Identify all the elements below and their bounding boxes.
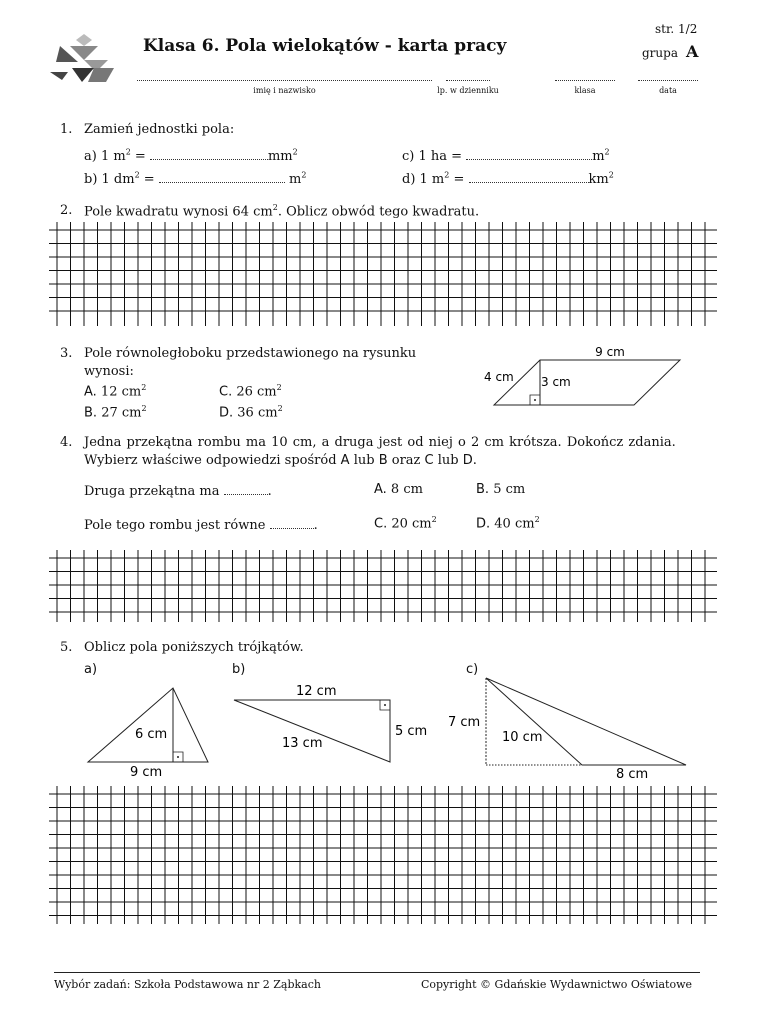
q1-text: Zamień jednostki pola:: [84, 122, 235, 137]
q1-b-unit: m: [288, 172, 302, 187]
q2-text-b: . Oblicz obwód tego kwadratu.: [277, 204, 480, 220]
q4-t2d: lub: [433, 453, 463, 468]
footer-left: Wybór zadań: Szkoła Podstawowa nr 2 Ząbkach: [54, 978, 321, 991]
q4-t2C: C: [424, 453, 434, 468]
exp: 2: [444, 170, 450, 180]
name-field-label: imię i nazwisko: [253, 86, 316, 95]
number-field-line[interactable]: [446, 80, 490, 81]
opt-value: 12 cm: [96, 384, 142, 400]
q5-label-a: a): [84, 662, 98, 677]
date-field-line[interactable]: [638, 80, 698, 81]
opt-value: 40 cm: [490, 516, 535, 532]
parallelogram-figure: [478, 340, 698, 420]
footer-right: Copyright © Gdańskie Wydawnictwo Oświatowe: [420, 978, 692, 991]
group-value: A: [685, 42, 699, 61]
triangle-a-figure: [80, 680, 220, 780]
answer-grid-q5[interactable]: [46, 784, 722, 928]
opt-value: 5 cm: [489, 482, 526, 497]
q1-d: [402, 170, 614, 187]
opt-value: 26 cm: [232, 384, 277, 400]
opt-letter: C.: [219, 384, 233, 400]
q4-option-a[interactable]: [374, 482, 423, 497]
q4-t2c: oraz: [387, 453, 425, 468]
q2-text: Pole kwadratu wynosi 64 $cm^2$. Oblicz obwód tego kwadratu.: [84, 203, 480, 220]
class-field-line[interactable]: [555, 80, 615, 81]
q4-option-b[interactable]: [476, 482, 525, 497]
q4-s1-text: Druga przekątna ma: [84, 484, 220, 499]
q5-text: Oblicz pola poniższych trójkątów.: [84, 640, 304, 655]
exp: 2: [301, 170, 307, 180]
exp: 2: [125, 147, 131, 157]
q2-text-a: Pole kwadratu wynosi 64 cm: [84, 204, 273, 220]
opt-letter: B.: [84, 405, 98, 421]
q3-text-line2: wynosi:: [84, 364, 134, 379]
q3-option-c[interactable]: C. 26 $cm^2$: [219, 383, 282, 400]
group: [642, 42, 698, 61]
q4-sentence-1: [84, 482, 272, 499]
q5-label-c: c): [466, 662, 479, 677]
q4-t2B: B: [378, 453, 388, 468]
answer-grid-q2[interactable]: [46, 220, 722, 332]
q1-c-answer[interactable]: [466, 147, 592, 160]
fig-top-label: 9 cm: [595, 345, 625, 359]
tri-a-base: 9 cm: [130, 765, 163, 780]
q1-a-eq: =: [130, 149, 146, 164]
q1-a-answer[interactable]: [150, 147, 268, 160]
q2-number: 2.: [60, 203, 73, 218]
q4-option-c[interactable]: C. 20 $cm^2$: [374, 515, 437, 532]
q4-t2A: A: [340, 453, 350, 468]
q4-s1-answer[interactable]: [224, 482, 268, 495]
group-label: grupa: [642, 46, 678, 60]
exp: 2: [134, 170, 140, 180]
exp: 2: [292, 147, 298, 157]
exp: 2: [608, 170, 614, 180]
q1-b-pre: b) 1 dm: [84, 172, 135, 187]
q3-option-b[interactable]: B. 27 $cm^2$: [84, 404, 147, 421]
footer-rule: [54, 972, 700, 973]
fig-height-label: 3 cm: [541, 375, 571, 389]
q1-d-unit: km: [588, 172, 609, 187]
q3-option-a[interactable]: A. 12 $cm^2$: [84, 383, 147, 400]
q3-option-d[interactable]: D. 36 $cm^2$: [219, 404, 283, 421]
exp: 2: [604, 147, 610, 157]
page-number: str. 1/2: [655, 22, 698, 36]
q1-c-unit: m: [592, 149, 605, 164]
opt-value: 20 cm: [387, 516, 432, 532]
date-field-label: data: [659, 86, 677, 95]
q1-b-eq: =: [139, 172, 155, 187]
q1-d-answer[interactable]: [469, 170, 589, 183]
opt-letter: A.: [84, 384, 97, 400]
q4-t2a: Wybierz właściwe odpowiedzi spośród: [84, 453, 341, 468]
q1-a: [84, 147, 298, 164]
q4-text-line2: [84, 453, 477, 468]
answer-grid-q4[interactable]: [46, 548, 722, 626]
page-title: Klasa 6. Pola wielokątów - karta pracy: [143, 36, 507, 56]
opt-value: 27 cm: [97, 405, 142, 421]
q3-number: 3.: [60, 346, 73, 361]
q3-text-line1: Pole równoległoboku przedstawionego na rysunku: [84, 346, 417, 361]
q4-option-d[interactable]: D. 40 $cm^2$: [476, 515, 540, 532]
q4-t2e: .: [472, 453, 477, 468]
q1-c-pre: c) 1 ha =: [402, 149, 463, 164]
tri-c-base: 8 cm: [616, 767, 649, 782]
q1-d-pre: d) 1 m: [402, 172, 445, 187]
fig-side-label: 4 cm: [484, 370, 514, 384]
tri-a-height: 6 cm: [135, 727, 168, 742]
opt-letter: D.: [219, 405, 234, 421]
opt-letter: A.: [374, 482, 387, 497]
opt-letter: C.: [374, 516, 388, 532]
q1-number: 1.: [60, 122, 73, 137]
q4-s2-answer[interactable]: [270, 516, 314, 529]
triangle-b-figure: [228, 680, 438, 780]
opt-letter: B.: [476, 482, 490, 497]
q4-t2D: D: [462, 453, 473, 468]
period: .: [267, 484, 272, 499]
q5-label-b: b): [232, 662, 246, 677]
q1-a-unit: mm: [267, 149, 293, 164]
tri-c-height: 7 cm: [448, 715, 481, 730]
q5-number: 5.: [60, 640, 73, 655]
triangle-c-figure: [444, 670, 694, 785]
logo: [48, 32, 116, 88]
tri-b-side: 5 cm: [395, 724, 428, 739]
q1-a-pre: a) 1 m: [84, 149, 126, 164]
q4-text-line1: Jedna przekątna rombu ma 10 cm, a druga jest od niej o 2 cm krótsza. Dokończ zdania.: [84, 435, 676, 450]
number-field-label: lp. w dzienniku: [437, 86, 499, 95]
name-field-line[interactable]: [137, 80, 432, 81]
tri-c-side: 10 cm: [502, 730, 543, 745]
opt-letter: D.: [476, 516, 491, 532]
q4-number: 4.: [60, 435, 73, 450]
q4-t2b: lub: [349, 453, 379, 468]
tri-b-hyp: 13 cm: [282, 736, 323, 751]
q4-sentence-2: [84, 516, 318, 533]
q1-b: [84, 170, 306, 187]
q1-c: [402, 147, 610, 164]
period: .: [313, 518, 318, 533]
q1-b-answer[interactable]: [159, 170, 285, 183]
q1-d-eq: =: [449, 172, 465, 187]
q4-s2-text: Pole tego rombu jest równe: [84, 518, 266, 533]
class-field-label: klasa: [574, 86, 596, 95]
opt-value: 36 cm: [233, 405, 278, 421]
tri-b-top: 12 cm: [296, 684, 337, 699]
opt-value: 8 cm: [386, 482, 423, 497]
